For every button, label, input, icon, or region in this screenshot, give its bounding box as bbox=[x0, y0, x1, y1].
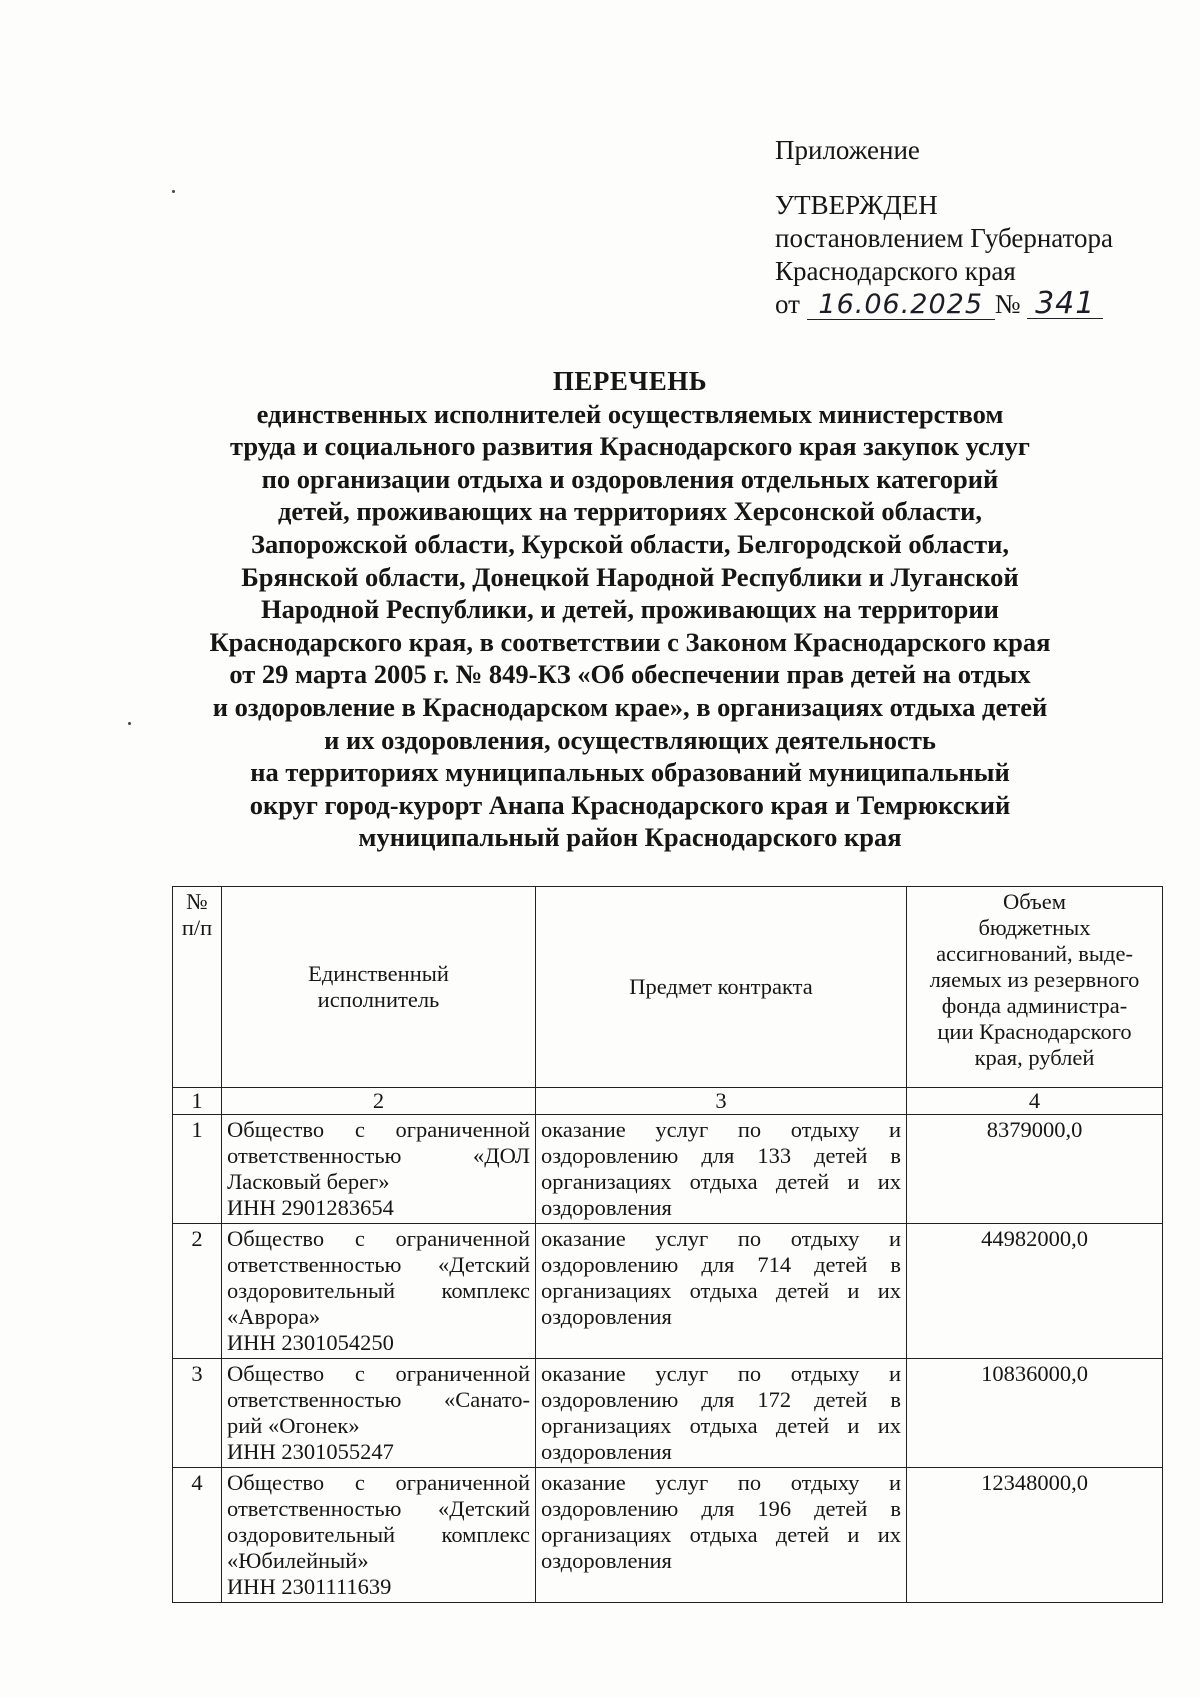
subject-line: оздоровления bbox=[541, 1439, 672, 1464]
header-amount-line: Объем bbox=[1003, 889, 1066, 914]
amount-cell: 12348000,0 bbox=[907, 1468, 1163, 1603]
number-label: № bbox=[994, 289, 1021, 319]
title-heading: ПЕРЕЧЕНЬ bbox=[552, 366, 708, 396]
executor-line: ответственностью «ДОЛ bbox=[227, 1143, 530, 1168]
executor-inn: ИНН 2301055247 bbox=[227, 1439, 394, 1464]
approval-block bbox=[775, 134, 1113, 321]
header-amount-line: ассигнований, выде- bbox=[936, 941, 1133, 966]
title-line: на территориях муниципальных образований муниципальный bbox=[250, 757, 1010, 788]
title-line: и их оздоровления, осуществляющих деятельность bbox=[324, 724, 936, 755]
amount-cell: 10836000,0 bbox=[907, 1359, 1163, 1468]
executor-line: «Аврора» bbox=[227, 1304, 321, 1329]
title-line: муниципальный район Краснодарского края bbox=[358, 822, 902, 853]
subject-cell bbox=[536, 1359, 907, 1468]
executors-table bbox=[172, 886, 1163, 1603]
executor-cell bbox=[222, 1468, 536, 1603]
header-executor bbox=[222, 887, 536, 1088]
subject-line: оказание услуг по отдыху и bbox=[541, 1361, 901, 1386]
subject-line: организациях отдыха детей и их bbox=[541, 1169, 901, 1194]
subject-cell bbox=[536, 1468, 907, 1603]
scan-speck bbox=[172, 190, 175, 193]
executor-cell bbox=[222, 1224, 536, 1359]
title-line: по организации отдыха и оздоровления отдельных категорий bbox=[261, 463, 999, 494]
subject-line: оказание услуг по отдыху и bbox=[541, 1117, 901, 1142]
handwritten-date: 16.06.2025 bbox=[807, 291, 995, 320]
approved-by-line-1: постановлением Губернатора bbox=[775, 223, 1113, 253]
header-executor-line: исполнитель bbox=[317, 987, 440, 1012]
appendix-label: Приложение bbox=[775, 135, 920, 165]
title-line: единственных исполнителей осуществляемых министерством bbox=[256, 398, 1004, 429]
table-row bbox=[173, 1115, 1163, 1224]
table-row bbox=[173, 1359, 1163, 1468]
executor-cell bbox=[222, 1115, 536, 1224]
header-subject: Предмет контракта bbox=[536, 887, 907, 1088]
executor-line: Общество с ограниченной bbox=[227, 1470, 530, 1495]
table-header-row bbox=[173, 887, 1163, 1088]
approved-label: УТВЕРЖДЕН bbox=[775, 190, 938, 220]
executor-line: оздоровительный комплекс bbox=[227, 1522, 530, 1547]
title-line: и оздоровление в Краснодарском крае», в организациях отдыха детей bbox=[212, 691, 1048, 722]
header-number bbox=[173, 887, 222, 1088]
subject-line: оказание услуг по отдыху и bbox=[541, 1470, 901, 1495]
executor-line: рий «Огонек» bbox=[227, 1413, 360, 1438]
executor-line: ответственностью «Санато- bbox=[227, 1387, 530, 1412]
header-amount-line: фонда администра- bbox=[941, 993, 1128, 1018]
executor-line: Ласковый берег» bbox=[227, 1169, 390, 1194]
column-number: 3 bbox=[536, 1088, 907, 1115]
subject-line: оздоровления bbox=[541, 1304, 672, 1329]
decree-reference bbox=[775, 288, 1113, 321]
row-number: 4 bbox=[173, 1468, 222, 1603]
row-number: 1 bbox=[173, 1115, 222, 1224]
column-number: 4 bbox=[907, 1088, 1163, 1115]
title-line: от 29 марта 2005 г. № 849-КЗ «Об обеспечении прав детей на отдых bbox=[229, 659, 1031, 690]
executor-inn: ИНН 2301054250 bbox=[227, 1330, 394, 1355]
title-line: детей, проживающих на территориях Херсонской области, bbox=[277, 496, 983, 527]
header-amount-line: ции Краснодарского bbox=[937, 1019, 1132, 1044]
column-numbers-row bbox=[173, 1088, 1163, 1115]
title-line: Народной Республики, и детей, проживающих на территории bbox=[261, 594, 999, 625]
handwritten-number: 341 bbox=[1027, 290, 1103, 319]
column-number: 1 bbox=[173, 1088, 222, 1115]
header-amount-line: ляемых из резервного bbox=[929, 967, 1140, 992]
subject-line: оздоровлению для 133 детей в bbox=[541, 1143, 901, 1168]
executor-line: ответственностью «Детский bbox=[227, 1252, 530, 1277]
subject-line: организациях отдыха детей и их bbox=[541, 1522, 901, 1547]
table-row bbox=[173, 1468, 1163, 1603]
title-line: Брянской области, Донецкой Народной Республики и Луганской bbox=[241, 561, 1019, 592]
executor-line: оздоровительный комплекс bbox=[227, 1278, 530, 1303]
title-line: округ город-курорт Анапа Краснодарского края и Темрюкский bbox=[249, 789, 1011, 820]
table-row bbox=[173, 1224, 1163, 1359]
executor-line: Общество с ограниченной bbox=[227, 1226, 530, 1251]
subject-line: оздоровления bbox=[541, 1195, 672, 1220]
subject-line: оздоровлению для 172 детей в bbox=[541, 1387, 901, 1412]
amount-cell: 44982000,0 bbox=[907, 1224, 1163, 1359]
executor-line: «Юбилейный» bbox=[227, 1548, 369, 1573]
subject-cell bbox=[536, 1224, 907, 1359]
scan-speck bbox=[128, 722, 131, 725]
header-number-line: № bbox=[186, 889, 208, 914]
title-line: Запорожской области, Курской области, Белгородской области, bbox=[250, 528, 1010, 559]
subject-line: организациях отдыха детей и их bbox=[541, 1278, 901, 1303]
executor-cell bbox=[222, 1359, 536, 1468]
executor-inn: ИНН 2301111639 bbox=[227, 1574, 392, 1599]
header-amount bbox=[907, 887, 1163, 1088]
header-amount-line: бюджетных bbox=[978, 915, 1091, 940]
row-number: 2 bbox=[173, 1224, 222, 1359]
subject-line: оздоровлению для 714 детей в bbox=[541, 1252, 901, 1277]
title-line: труда и социального развития Краснодарского края закупок услуг bbox=[230, 431, 1030, 462]
from-label: от bbox=[775, 289, 800, 319]
row-number: 3 bbox=[173, 1359, 222, 1468]
amount-cell: 8379000,0 bbox=[907, 1115, 1163, 1224]
title-line: Краснодарского края, в соответствии с Законом Краснодарского края bbox=[209, 626, 1051, 657]
executor-inn: ИНН 2901283654 bbox=[227, 1195, 394, 1220]
subject-line: оздоровления bbox=[541, 1548, 672, 1573]
executor-line: ответственностью «Детский bbox=[227, 1496, 530, 1521]
document-title bbox=[170, 365, 1090, 854]
column-number: 2 bbox=[222, 1088, 536, 1115]
approved-by-line-2: Краснодарского края bbox=[775, 256, 1016, 286]
subject-cell bbox=[536, 1115, 907, 1224]
subject-line: оздоровлению для 196 детей в bbox=[541, 1496, 901, 1521]
header-amount-line: края, рублей bbox=[974, 1045, 1095, 1070]
header-number-line: п/п bbox=[181, 915, 213, 940]
header-executor-line: Единственный bbox=[308, 961, 449, 986]
subject-line: оказание услуг по отдыху и bbox=[541, 1226, 901, 1251]
executor-line: Общество с ограниченной bbox=[227, 1361, 530, 1386]
subject-line: организациях отдыха детей и их bbox=[541, 1413, 901, 1438]
executor-line: Общество с ограниченной bbox=[227, 1117, 530, 1142]
